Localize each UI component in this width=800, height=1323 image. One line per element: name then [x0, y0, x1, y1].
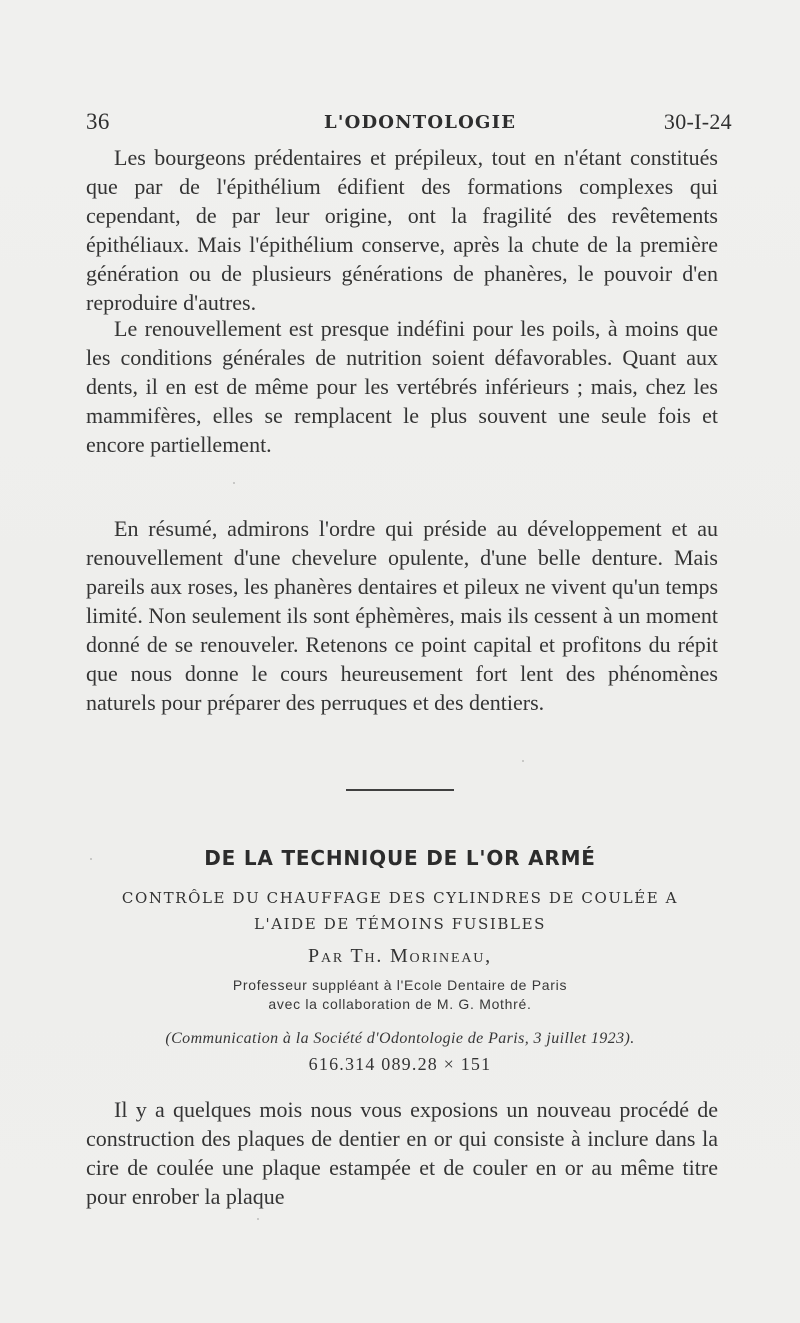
communication-note: (Communication à la Société d'Odontologie de Paris, 3 juillet 1923).	[165, 1030, 635, 1047]
affiliation-line-2: avec la collaboration de M. G. Mothré.	[268, 996, 532, 1012]
article-subtitle: CONTRÔLE DU CHAUFFAGE DES CYLINDRES DE COULÉE A L'AIDE DE TÉMOINS FUSIBLES	[121, 889, 679, 933]
journal-title: L'ODONTOLOGIE	[324, 112, 517, 133]
paper-speck	[233, 482, 235, 484]
paragraph-text: Il y a quelques mois nous vous exposions un nouveau procédé de construction des plaques de dentier en or qui consiste à inclure dans la cire de coulée une plaque estampée et de couler en or au même titre pour enrober la plaque	[86, 1097, 718, 1209]
article-title: DE LA TECHNIQUE DE L'OR ARMÉ	[204, 846, 596, 870]
classification-code: 616.314 089.28 × 151	[308, 1054, 492, 1074]
body-paragraph-2	[86, 314, 718, 459]
body-paragraph-3	[86, 514, 718, 717]
paragraph-text: En résumé, admirons l'ordre qui préside au développement et au renouvellement d'une chevelure opulente, d'une belle denture. Mais pareils aux roses, les phanères dentaires et pileux ne vivent qu'un temps limité. Non seulement ils sont éphèmères, mais ils cessent à un moment donné de se renouveler. Retenons ce point capital et profitons du répit que nous donne le cours heureusement fort lent des phénomènes naturels pour préparer des perruques et des dentiers.	[86, 516, 718, 715]
author-line: Par Th. Morineau,	[308, 945, 492, 967]
affiliation-line-1: Professeur suppléant à l'Ecole Dentaire de Paris	[232, 977, 568, 993]
page-number: 36	[86, 109, 110, 134]
paper-speck	[522, 760, 524, 762]
body-paragraph-1	[86, 143, 718, 317]
paper-speck	[257, 1218, 259, 1220]
running-header	[86, 108, 732, 136]
author-affiliation	[0, 976, 800, 1014]
paragraph-text: Le renouvellement est presque indéfini pour les poils, à moins que les conditions générales de nutrition soient défavorables. Quant aux dents, il en est de même pour les vertébrés inférieurs ; mais, chez les mammifères, elles se remplacent le plus souvent une seule fois et encore partiellement.	[86, 316, 718, 457]
issue-date: 30-I-24	[663, 109, 732, 134]
paper-speck	[90, 858, 92, 860]
body-paragraph-4	[86, 1095, 718, 1211]
paragraph-text: Les bourgeons prédentaires et prépileux, tout en n'étant constitués que par de l'épithélium édifient des formations complexes qui cependant, de par leur origine, ont la fragilité des revêtements épithéliaux. Mais l'épithélium conserve, après la chute de la première génération ou de plusieurs générations de phanères, le pouvoir d'en reproduire d'autres.	[86, 145, 718, 315]
section-divider	[346, 789, 454, 791]
